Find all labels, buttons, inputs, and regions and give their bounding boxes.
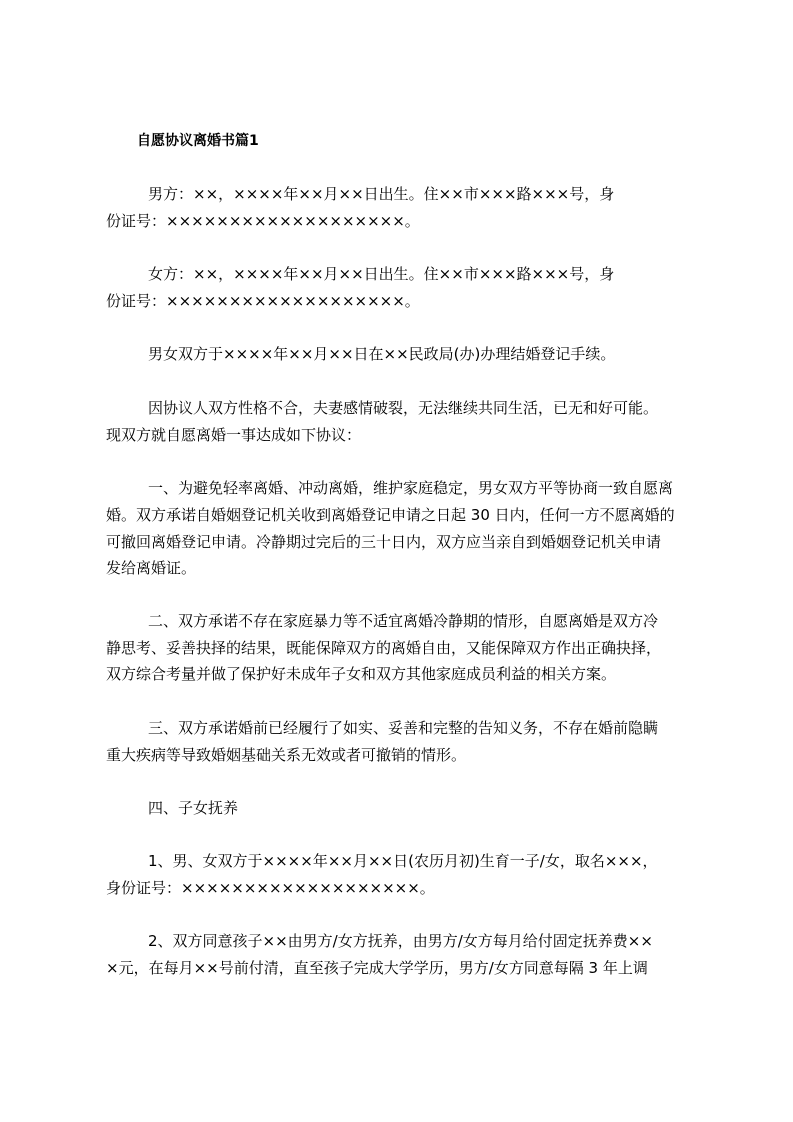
document-title: 自愿协议离婚书篇1 [137, 133, 259, 149]
paragraph-line: ×元，在每月××号前付清，直至孩子完成大学学历，男方/女方同意每隔 3 年上调 [106, 959, 648, 977]
paragraph-line: 二、双方承诺不存在家庭暴力等不适宜离婚冷静期的情形，自愿离婚是双方冷 [148, 612, 659, 630]
paragraph-line: 份证号：×××××××××××××××××××。 [106, 292, 420, 310]
paragraph-line: 现双方就自愿离婚一事达成如下协议： [106, 426, 362, 444]
paragraph-line: 双方综合考量并做了保护好未成年子女和双方其他家庭成员利益的相关方案。 [106, 665, 617, 683]
paragraph-line: 身份证号：×××××××××××××××××××。 [106, 879, 435, 897]
paragraph-line: 男女双方于××××年××月××日在××民政局(办)办理结婚登记手续。 [148, 345, 616, 363]
paragraph-line: 2、双方同意孩子××由男方/女方抚养，由男方/女方每月给付固定抚养费×× [148, 932, 653, 950]
paragraph-line: 重大疾病等导致婚姻基础关系无效或者可撤销的情形。 [106, 746, 467, 764]
paragraph-line: 可撤回离婚登记申请。冷静期过完后的三十日内，双方应当亲自到婚姻登记机关申请 [106, 533, 662, 551]
section-heading: 四、子女抚养 [148, 799, 239, 817]
paragraph-line: 静思考、妥善抉择的结果，既能保障双方的离婚自由，又能保障双方作出正确抉择， [106, 639, 662, 657]
paragraph-line: 三、双方承诺婚前已经履行了如实、妥善和完整的告知义务，不存在婚前隐瞒 [148, 719, 659, 737]
paragraph-line: 发给离婚证。 [106, 559, 197, 577]
paragraph-line: 女方：××，××××年××月××日出生。住××市×××路×××号，身 [148, 265, 615, 283]
paragraph-line: 份证号：×××××××××××××××××××。 [106, 212, 420, 230]
paragraph-line: 男方：××，××××年××月××日出生。住××市×××路×××号，身 [148, 185, 615, 203]
paragraph-line: 1、男、女双方于××××年××月××日(农历月初)生育一子/女，取名×××， [148, 852, 658, 870]
paragraph-line: 因协议人双方性格不合，夫妻感情破裂，无法继续共同生活，已无和好可能。 [148, 399, 659, 417]
paragraph-line: 一、为避免轻率离婚、冲动离婚，维护家庭稳定，男女双方平等协商一致自愿离 [148, 479, 674, 497]
paragraph-line: 婚。双方承诺自婚姻登记机关收到离婚登记申请之日起 30 日内，任何一方不愿离婚的 [106, 506, 675, 524]
